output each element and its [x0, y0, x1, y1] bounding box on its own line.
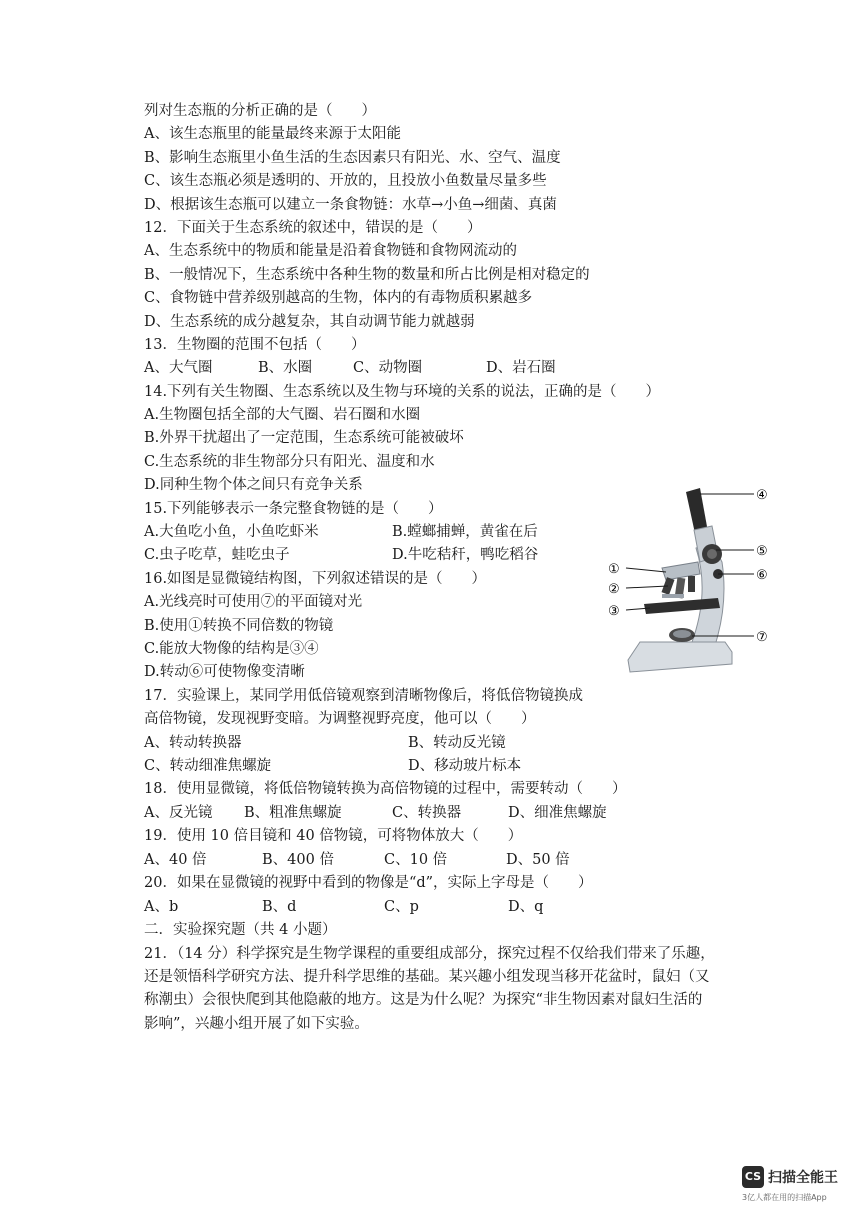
question-19-stem: 19．使用 10 倍目镜和 40 倍物镜，可将物体放大（ ）	[144, 828, 523, 844]
label-5: ⑤	[756, 544, 768, 559]
label-3: ③	[608, 604, 620, 619]
question-15-stem: 15.下列能够表示一条完整食物链的是（ ）	[144, 501, 443, 517]
q17-option-b: B、转动反光镜	[408, 735, 506, 751]
q13-option-b: B、水圈	[258, 360, 313, 376]
q16-option-a: A.光线亮时可使用⑦的平面镜对光	[144, 594, 363, 610]
q13-option-a: A、大气圈	[144, 360, 213, 376]
scanner-watermark	[742, 1166, 852, 1206]
q11-option-a: A、该生态瓶里的能量最终来源于太阳能	[144, 126, 401, 142]
q14-option-c: C.生态系统的非生物部分只有阳光、温度和水	[144, 454, 435, 470]
q18-option-c: C、转换器	[392, 805, 462, 821]
q15-option-d: D.牛吃秸秆，鸭吃稻谷	[392, 547, 539, 563]
q18-option-b: B、粗准焦螺旋	[244, 805, 342, 821]
q20-option-d: D、q	[508, 899, 544, 915]
q14-option-a: A.生物圈包括全部的大气圈、岩石圈和水圈	[144, 407, 421, 423]
q11-option-b: B、影响生态瓶里小鱼生活的生态因素只有阳光、水、空气、温度	[144, 150, 561, 166]
q17-option-d: D、移动玻片标本	[408, 758, 522, 774]
q15-option-a: A.大鱼吃小鱼，小鱼吃虾米	[144, 524, 319, 540]
q15-option-c: C.虫子吃草，蛙吃虫子	[144, 547, 290, 563]
q17-option-c: C、转动细准焦螺旋	[144, 758, 272, 774]
label-6: ⑥	[756, 568, 768, 583]
scanner-app-name: 扫描全能王	[768, 1170, 838, 1186]
question-18-stem: 18．使用显微镜，将低倍物镜转换为高倍物镜的过程中，需要转动（ ）	[144, 781, 627, 797]
q15-option-b: B.螳螂捕蝉，黄雀在后	[392, 524, 538, 540]
question-20-stem: 20．如果在显微镜的视野中看到的物像是“d”，实际上字母是（ ）	[144, 875, 593, 891]
q16-option-d: D.转动⑥可使物像变清晰	[144, 664, 305, 680]
question-21-stem-line3: 称潮虫）会很快爬到其他隐蔽的地方。这是为什么呢？为探究“非生物因素对鼠妇生活的	[144, 992, 703, 1008]
section-2-heading: 二．实验探究题（共 4 小题）	[144, 922, 337, 938]
q20-option-c: C、p	[384, 899, 419, 915]
q19-option-d: D、50 倍	[506, 852, 570, 868]
question-12-stem: 12．下面关于生态系统的叙述中，错误的是（ ）	[144, 220, 482, 236]
question-21-stem-line2: 还是领悟科学研究方法、提升科学思维的基础。某兴趣小组发现当移开花盆时，鼠妇（又	[144, 969, 710, 985]
q19-option-b: B、400 倍	[262, 852, 334, 868]
label-1: ①	[608, 562, 620, 577]
q20-option-a: A、b	[144, 899, 179, 915]
q14-option-d: D.同种生物个体之间只有竞争关系	[144, 477, 363, 493]
question-21-stem-line4: 影响”，兴趣小组开展了如下实验。	[144, 1016, 369, 1032]
question-14-stem: 14.下列有关生物圈、生态系统以及生物与环境的关系的说法，正确的是（ ）	[144, 384, 661, 400]
q18-option-a: A、反光镜	[144, 805, 213, 821]
label-4: ④	[756, 488, 768, 503]
q13-option-c: C、动物圈	[353, 360, 423, 376]
q16-option-c: C.能放大物像的结构是③④	[144, 641, 319, 657]
question-11-stem: 列对生态瓶的分析正确的是（ ）	[144, 103, 376, 119]
q12-option-a: A、生态系统中的物质和能量是沿着食物链和食物网流动的	[144, 243, 517, 259]
q12-option-b: B、一般情况下，生态系统中各种生物的数量和所占比例是相对稳定的	[144, 267, 590, 283]
q19-option-a: A、40 倍	[144, 852, 207, 868]
q20-option-b: B、d	[262, 899, 297, 915]
q13-option-d: D、岩石圈	[486, 360, 556, 376]
question-17-stem: 17．实验课上，某同学用低倍镜观察到清晰物像后，将低倍物镜换成	[144, 688, 583, 704]
microscope-figure	[600, 482, 780, 678]
q19-option-c: C、10 倍	[384, 852, 448, 868]
question-17-stem-cont: 高倍物镜，发现视野变暗。为调整视野亮度，他可以（ ）	[144, 711, 536, 727]
question-16-stem: 16.如图是显微镜结构图，下列叙述错误的是（ ）	[144, 571, 487, 587]
q11-option-c: C、该生态瓶必须是透明的、开放的，且投放小鱼数量尽量多些	[144, 173, 547, 189]
q18-option-d: D、细准焦螺旋	[508, 805, 607, 821]
q14-option-b: B.外界干扰超出了一定范围，生态系统可能被破坏	[144, 430, 464, 446]
question-21-stem: 21．（14 分）科学探究是生物学课程的重要组成部分，探究过程不仅给我们带来了乐趣，	[144, 946, 715, 962]
q12-option-d: D、生态系统的成分越复杂，其自动调节能力就越弱	[144, 314, 475, 330]
q16-option-b: B.使用①转换不同倍数的物镜	[144, 618, 334, 634]
q11-option-d: D、根据该生态瓶可以建立一条食物链：水草→小鱼→细菌、真菌	[144, 197, 557, 213]
q17-option-a: A、转动转换器	[144, 735, 242, 751]
label-7: ⑦	[756, 630, 768, 645]
scanner-tagline: 3亿人都在用的扫描App	[742, 1193, 827, 1202]
label-2: ②	[608, 582, 620, 597]
question-13-stem: 13．生物圈的范围不包括（ ）	[144, 337, 366, 353]
cs-logo-icon: CS	[742, 1166, 764, 1188]
q12-option-c: C、食物链中营养级别越高的生物，体内的有毒物质积累越多	[144, 290, 533, 306]
